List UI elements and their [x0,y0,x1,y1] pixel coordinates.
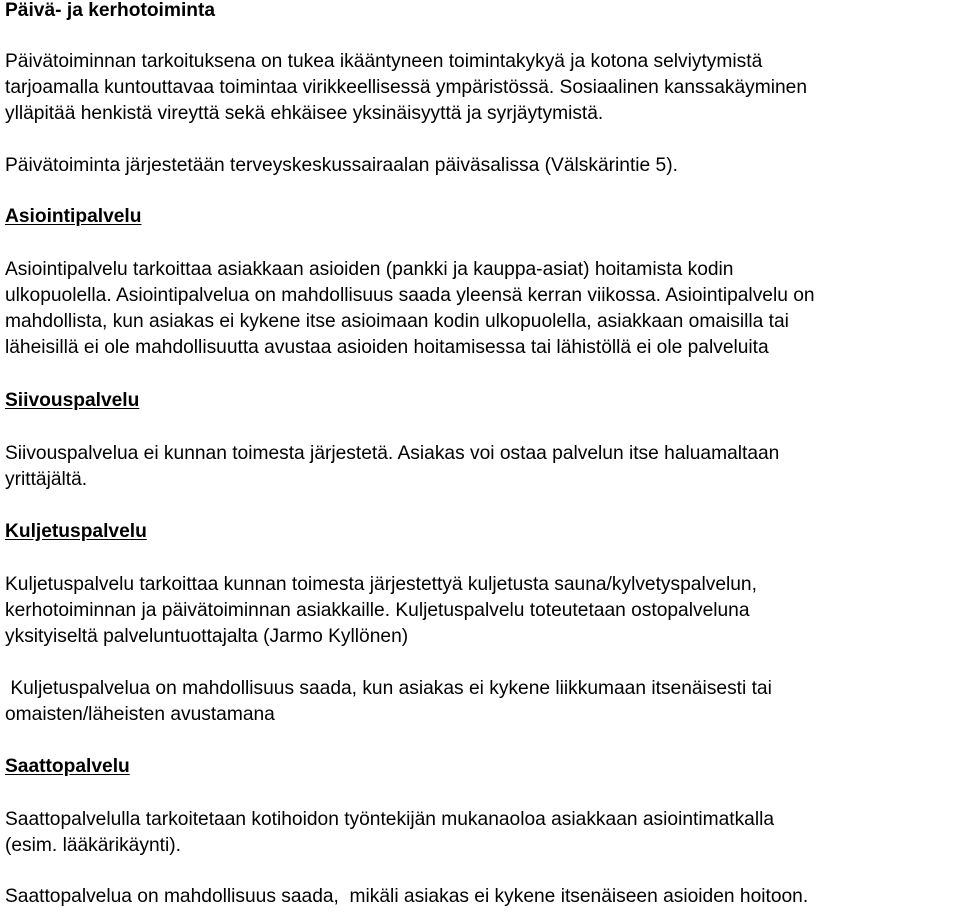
paragraph-line: Päivätoiminnan tarkoituksena on tukea ikääntyneen toimintakykyä ja kotona selviytymistä [5,51,763,72]
paragraph-line: Siivouspalvelua ei kunnan toimesta järjestetä. Asiakas voi ostaa palvelun itse haluamaltaan [5,443,780,464]
paragraph-line: omaisten/läheisten avustamana [5,704,275,725]
paragraph-line: Kuljetuspalvelu tarkoittaa kunnan toimesta järjestettyä kuljetusta sauna/kylvetyspalvelun, [5,574,757,595]
section-heading-asiointipalvelu: Asiointipalvelu [5,206,142,227]
paragraph-line: Saattopalvelulla tarkoitetaan kotihoidon työntekijän mukanaoloa asiakkaan asiointimatkalla [5,809,775,830]
paragraph-line: läheisillä ei ole mahdollisuutta avustaa asioiden hoitamisessa tai lähistöllä ei ole palveluita [5,337,769,358]
section-heading-saattopalvelu: Saattopalvelu [5,756,130,777]
section-heading-kuljetuspalvelu: Kuljetuspalvelu [5,521,147,542]
paragraph-line: ulkopuolella. Asiointipalvelua on mahdollisuus saada yleensä kerran viikossa. Asiointipalvelu on [5,285,815,306]
paragraph-line: Saattopalvelua on mahdollisuus saada, mikäli asiakas ei kykene itsenäiseen asioiden hoitoon. [5,886,809,907]
paragraph-line: kerhotoiminnan ja päivätoiminnan asiakkaille. Kuljetuspalvelu toteutetaan ostopalveluna [5,600,750,621]
paragraph-line: (esim. lääkärikäynti). [5,835,181,856]
paragraph-line: yrittäjältä. [5,469,88,490]
paragraph-line: Asiointipalvelu tarkoittaa asiakkaan asioiden (pankki ja kauppa-asiat) hoitamista kodin [5,259,734,280]
paragraph-line: mahdollista, kun asiakas ei kykene itse asioimaan kodin ulkopuolella, asiakkaan omaisilla tai [5,311,789,332]
paragraph-line: Päivätoiminta järjestetään terveyskeskussairaalan päiväsalissa (Välskärintie 5). [5,155,678,176]
section-title-paiva-ja-kerhotoiminta: Päivä- ja kerhotoiminta [5,0,216,21]
paragraph-line: tarjoamalla kuntouttavaa toimintaa virikkeellisessä ympäristössä. Sosiaalinen kanssakäyminen [5,77,807,98]
paragraph-line: Kuljetuspalvelua on mahdollisuus saada, kun asiakas ei kykene liikkumaan itsenäisesti tai [5,678,772,699]
paragraph-line: yksityiseltä palveluntuottajalta (Jarmo Kyllönen) [5,626,409,647]
paragraph-line: ylläpitää henkistä vireyttä sekä ehkäisee yksinäisyyttä ja syrjäytymistä. [5,103,604,124]
section-heading-siivouspalvelu: Siivouspalvelu [5,390,140,411]
